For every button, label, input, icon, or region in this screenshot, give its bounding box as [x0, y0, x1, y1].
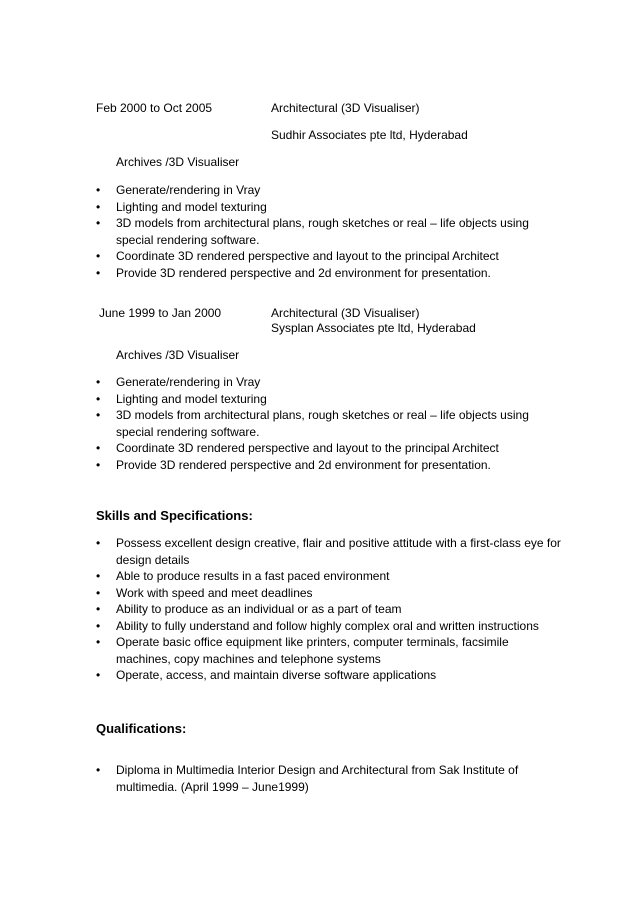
- bullet-icon: •: [96, 265, 101, 280]
- bullet-icon: •: [96, 585, 101, 600]
- job-role: Archives /3D Visualiser: [116, 348, 240, 362]
- bullet-icon: •: [96, 375, 101, 389]
- job-title: Architectural (3D Visualiser): [271, 306, 420, 320]
- bullet-icon: •: [96, 183, 101, 197]
- list-item: • Ability to produce as an individual or as a part of team: [96, 602, 402, 616]
- list-item: • Possess excellent design creative, flair and positive attitude with a first-class eye for design details: [96, 536, 561, 567]
- job-date: Feb 2000 to Oct 2005: [96, 101, 213, 115]
- bullet-icon: •: [96, 457, 101, 472]
- list-item: • Operate basic office equipment like printers, computer terminals, facsimile machines, copy machines and telephone systems: [96, 635, 509, 666]
- skills-heading: Skills and Specifications:: [96, 508, 253, 523]
- bullet-icon: •: [96, 602, 101, 616]
- bullet-icon: •: [96, 391, 101, 406]
- bullet-icon: •: [96, 408, 101, 422]
- qualifications-list: [0, 762, 638, 795]
- qualifications-heading: Qualifications:: [96, 721, 187, 736]
- list-item: • Generate/rendering in Vray: [96, 375, 261, 389]
- list-item: • Provide 3D rendered perspective and 2d environment for presentation.: [96, 457, 491, 472]
- bullet-icon: •: [96, 199, 101, 214]
- job-title: Architectural (3D Visualiser): [271, 101, 420, 115]
- job-duties-list: [0, 374, 638, 473]
- job-role: Archives /3D Visualiser: [116, 155, 240, 169]
- list-item: • Ability to fully understand and follow highly complex oral and written instructions: [96, 618, 539, 633]
- skills-list: [0, 535, 638, 684]
- job-company: Sysplan Associates pte ltd, Hyderabad: [271, 321, 476, 335]
- bullet-icon: •: [96, 249, 101, 263]
- list-item: • Provide 3D rendered perspective and 2d environment for presentation.: [96, 265, 491, 280]
- list-item: • Able to produce results in a fast paced environment: [96, 569, 390, 583]
- job-duties-list: [0, 182, 638, 281]
- list-item: • Coordinate 3D rendered perspective and layout to the principal Architect: [96, 249, 499, 263]
- bullet-icon: •: [96, 216, 101, 230]
- list-item: • Lighting and model texturing: [96, 391, 267, 406]
- bullet-icon: •: [96, 668, 101, 682]
- bullet-icon: •: [96, 635, 101, 649]
- list-item: • 3D models from architectural plans, rough sketches or real – life objects using special rendering software.: [96, 216, 529, 247]
- list-item: • Lighting and model texturing: [96, 199, 267, 214]
- list-item: • Generate/rendering in Vray: [96, 183, 261, 197]
- bullet-icon: •: [96, 569, 101, 583]
- list-item: • Coordinate 3D rendered perspective and layout to the principal Architect: [96, 441, 499, 455]
- list-item: • Work with speed and meet deadlines: [96, 585, 313, 600]
- bullet-icon: •: [96, 618, 101, 633]
- job-company: Sudhir Associates pte ltd, Hyderabad: [271, 128, 468, 142]
- list-item: • Operate, access, and maintain diverse software applications: [96, 668, 437, 682]
- list-item: • 3D models from architectural plans, rough sketches or real – life objects using special rendering software.: [96, 408, 529, 439]
- job-date: June 1999 to Jan 2000: [99, 306, 222, 320]
- bullet-icon: •: [96, 441, 101, 455]
- list-item: • Diploma in Multimedia Interior Design and Architectural from Sak Institute of multimedia. (April 1999 – June1999): [96, 763, 519, 794]
- bullet-icon: •: [96, 536, 101, 550]
- bullet-icon: •: [96, 763, 101, 777]
